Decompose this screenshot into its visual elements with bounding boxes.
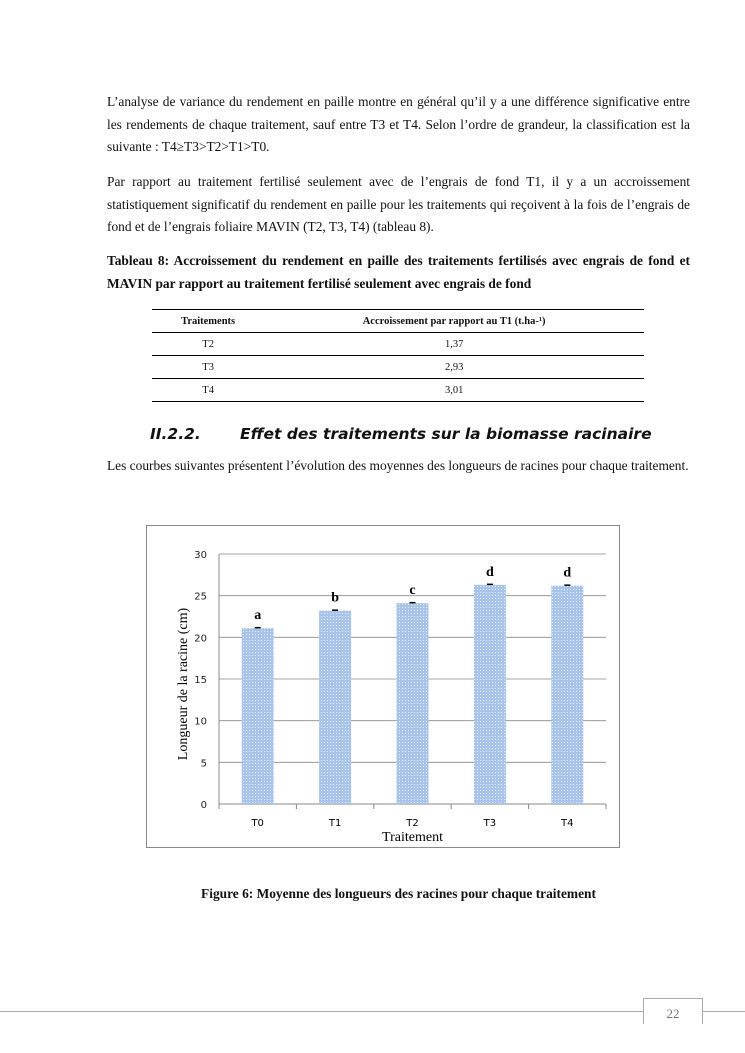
column-header: Accroissement par rapport au T1 (t.ha-¹) [264, 310, 644, 333]
bar [551, 586, 583, 804]
cell: T4 [152, 379, 264, 402]
cell: T2 [152, 333, 264, 356]
paragraph: Par rapport au traitement fertilisé seulement avec de l’engrais de fond T1, il y a un accroissement statistiquement significatif du rendement en paille pour les traitements qui reçoivent à la fois de l’engrais de fond et de l’engrais foliaire MAVIN (T2, T3, T4) (tableau 8). [107, 174, 690, 234]
x-tick-label: T4 [561, 818, 574, 829]
y-tick-label: 20 [194, 633, 207, 645]
paragraph: Les courbes suivantes présentent l’évolution des moyennes des longueurs de racines pour chaque traitement. [107, 458, 689, 473]
significance-letter: a [254, 608, 262, 624]
section-number: II.2.2. [150, 425, 201, 443]
cell: 3,01 [264, 379, 644, 402]
section-title: Effet des traitements sur la biomasse racinaire [240, 425, 652, 443]
x-tick-label: T1 [328, 818, 342, 829]
y-tick-label: 10 [194, 716, 207, 728]
significance-letter: b [331, 590, 339, 606]
table-caption: Tableau 8: Accroissement du rendement en paille des traitements fertilisés avec engrais de fond et MAVIN par rapport au traitement fertilisé seulement avec engrais de fond [107, 253, 690, 291]
y-tick-label: 5 [200, 758, 207, 770]
x-tick-label: T2 [406, 818, 419, 829]
y-tick-label: 25 [194, 591, 207, 603]
page-number: 22 [643, 998, 703, 1024]
y-tick-label: 30 [194, 550, 207, 561]
x-tick-label: T3 [483, 818, 497, 829]
y-tick-label: 15 [194, 675, 207, 686]
y-axis-label: Longueur de la racine (cm) [176, 607, 191, 761]
footer-line [703, 1011, 745, 1012]
figure-caption: Figure 6: Moyenne des longueurs des racines pour chaque traitement [201, 886, 596, 901]
paragraph: L’analyse de variance du rendement en paille montre en général qu’il y a une différence significative entre les rendements de chaque traitement, sauf entre T3 et T4. Selon l’ordre de grandeur, la classification est la suivante : T4≥T3>T2>T1>T0. [107, 94, 690, 154]
bar [397, 603, 429, 804]
chart-frame [146, 525, 620, 848]
data-table [152, 309, 644, 402]
cell: 2,93 [264, 356, 644, 379]
significance-letter: c [409, 583, 416, 599]
table-row [152, 356, 644, 379]
footer-line [0, 1011, 643, 1012]
bar [319, 611, 351, 804]
table-row [152, 379, 644, 402]
significance-letter: d [486, 564, 494, 580]
y-tick-label: 0 [200, 800, 207, 811]
significance-letter: d [563, 565, 572, 581]
bar-chart [147, 526, 619, 847]
x-tick-label: T0 [251, 818, 264, 829]
cell: T3 [152, 356, 264, 379]
bar [242, 628, 274, 804]
x-axis-label: Traitement [382, 830, 443, 845]
bar [474, 585, 506, 804]
table-row [152, 333, 644, 356]
column-header: Traitements [152, 310, 264, 333]
cell: 1,37 [264, 333, 644, 356]
